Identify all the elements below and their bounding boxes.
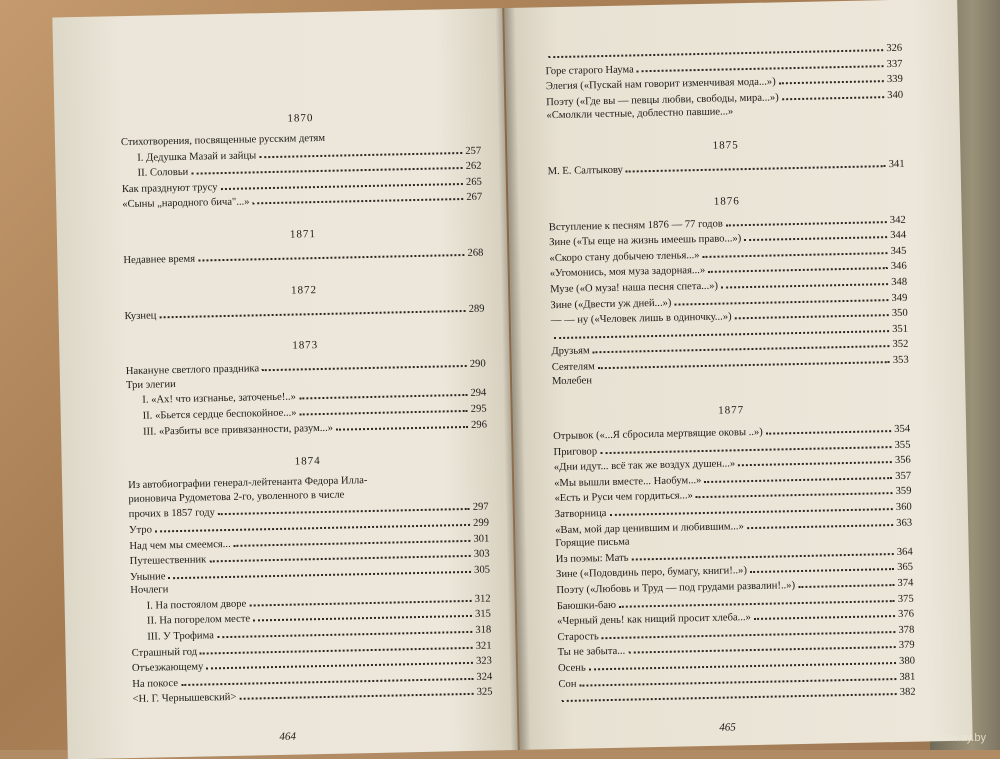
toc-entry-page: 375 <box>897 593 914 605</box>
toc-entry: Из автобиографии генерал-лейтенанта Федора Илла- <box>128 475 368 492</box>
dot-leader <box>262 356 467 371</box>
toc-entry-page: 352 <box>892 339 909 351</box>
toc-entry: Горящие письма <box>555 536 630 550</box>
toc-entry-title: Поэту («Любовь и Труд — под грудами развалин!..») <box>556 580 796 597</box>
toc-entry-page: 289 <box>468 303 485 315</box>
toc-entry-title: Старость <box>557 631 599 643</box>
toc-entry-page: 363 <box>896 517 913 529</box>
toc-entry-page: 351 <box>892 323 909 335</box>
dot-leader <box>336 416 468 430</box>
toc-entry-page: 354 <box>894 423 911 436</box>
toc-entry-title: «Сыны „народного бича"...» <box>122 196 250 211</box>
dot-leader <box>747 515 894 529</box>
dot-leader <box>198 245 465 262</box>
toc-entry: Стихотворения, посвященные русским детям <box>120 132 326 149</box>
year-heading: 1873 <box>292 339 319 352</box>
toc-entry-page: 374 <box>897 577 914 590</box>
toc-entry-page: 381 <box>899 671 916 683</box>
year-heading: 1872 <box>290 283 318 297</box>
toc-entry-page: 312 <box>474 593 491 605</box>
toc-entry-page: 353 <box>892 354 909 366</box>
toc-entry-title: Музе («О муза! наша песня спета...») <box>550 280 719 296</box>
toc-entry-title: Из поэмы: Мать <box>555 552 629 565</box>
toc-entry-title: «Вам, мой дар ценившим и любившим...» <box>555 520 744 536</box>
toc-entry-page: 364 <box>896 546 913 558</box>
toc-entry-title: II. Соловьи <box>137 166 189 179</box>
right-page <box>504 0 972 750</box>
toc-entry-title: Утро <box>128 524 153 536</box>
toc-entry-page: 359 <box>895 486 912 498</box>
toc-entry-page: 345 <box>890 245 907 257</box>
dot-leader <box>766 421 892 435</box>
toc-entry-title: Осень <box>557 662 586 675</box>
toc-entry-title: Отрывок («...Я сбросила мертвящие оковы ..») <box>553 426 763 443</box>
toc-entry-page: 303 <box>473 548 490 560</box>
toc-entry-title: Зине («Двести уж дней...») <box>550 297 672 311</box>
page-number-left: 464 <box>279 730 297 743</box>
dot-leader <box>754 606 895 620</box>
toc-entry-page: 297 <box>472 501 489 514</box>
toc-entry-title: I. Дедушка Мазай и зайцы <box>137 149 257 164</box>
year-heading: 1870 <box>287 112 314 125</box>
page-number-right: 465 <box>719 721 736 734</box>
toc-entry-page: 323 <box>475 655 493 668</box>
toc-entry-page: 357 <box>895 470 912 482</box>
toc-entry: Три элегии <box>125 378 176 391</box>
left-page <box>52 8 517 759</box>
year-heading: 1871 <box>289 228 317 241</box>
toc-entry-page: 326 <box>886 42 903 55</box>
toc-entry-title: II. На погорелом месте <box>146 614 251 628</box>
toc-entry-title: Элегия («Пускай нам говорит изменчивая мода...») <box>545 76 776 93</box>
toc-entry-title: Зине («Подовдинь перо, бумагу, книги!..») <box>556 565 748 581</box>
toc-entry-title: прочих в 1857 году <box>128 507 216 521</box>
toc-entry-page: 350 <box>891 307 908 320</box>
toc-entry-page: 344 <box>890 229 907 242</box>
toc-entry-page: 341 <box>888 158 905 171</box>
toc-entry-title: — — ну («Человек лишь в одиночку...») <box>550 311 732 327</box>
dot-leader <box>734 305 888 319</box>
toc-entry-title: Затворница <box>554 508 607 521</box>
toc-entry-title: «Дни идут... всё так же воздух душен...» <box>553 458 736 474</box>
toc-entry-title: «Черный день! как нищий просит хлеба...» <box>556 612 751 628</box>
toc-entry-page: 348 <box>891 276 908 288</box>
toc-entry-page: 295 <box>470 403 487 415</box>
dot-leader <box>548 40 883 58</box>
toc-entry-title: Недавнее время <box>123 253 196 267</box>
toc-entry-page: 305 <box>473 564 491 576</box>
toc-entry-title: Друзьям <box>551 345 590 358</box>
toc-entry-page: 346 <box>890 261 907 273</box>
toc-entry-page: 365 <box>897 562 914 574</box>
toc-entry-page: 294 <box>470 387 487 400</box>
toc-entry-title: Путешественник <box>129 554 207 568</box>
toc-entry-page: 267 <box>466 191 483 204</box>
year-heading: 1875 <box>712 139 739 152</box>
dot-leader <box>159 301 465 318</box>
toc-entry-title: Уныние <box>129 570 166 583</box>
dot-leader <box>744 227 887 241</box>
toc-entry-page: 382 <box>899 686 916 699</box>
toc-entry-page: 321 <box>475 640 492 652</box>
toc-entry-page: 296 <box>470 419 488 431</box>
dot-leader <box>750 559 894 573</box>
toc-entry-title: <Н. Г. Чернышевский> <box>132 692 237 706</box>
toc-entry-title: III. «Разбиты все привязанности, разум...» <box>142 422 334 438</box>
toc-entry-title: Страшный год <box>131 646 198 659</box>
toc-entry: рионовича Рудометова 2-го, уволенного в числе <box>128 489 345 505</box>
toc-entry-title: I. «Ах! что изгнанье, заточенье!..» <box>142 391 297 407</box>
toc-entry-title: Сеятелям <box>551 361 595 374</box>
dot-leader <box>782 87 885 100</box>
dot-leader <box>299 401 467 416</box>
toc-entry-title: «Есть и Руси чем гордиться...» <box>554 490 693 505</box>
toc-entry-page: 301 <box>473 533 490 545</box>
dot-leader <box>626 156 886 172</box>
dot-leader <box>738 452 892 466</box>
toc-entry-title: Горе старого Наума <box>545 63 634 77</box>
toc-entry-page: 342 <box>889 214 906 226</box>
toc-entry-page: 355 <box>894 439 911 451</box>
dot-leader <box>726 212 887 226</box>
toc-entry-title: Ты не забыта... <box>557 646 626 659</box>
toc-entry-page: 268 <box>467 247 484 259</box>
toc-entry-title: Над чем мы смеемся... <box>129 538 231 552</box>
toc-entry-page: 337 <box>886 58 903 70</box>
toc-entry-page: 356 <box>894 454 911 467</box>
toc-entry-page: 380 <box>898 655 916 667</box>
toc-entry-title: Зине («Ты еще на жизнь имеешь право...») <box>549 233 742 249</box>
toc-entry-page: 379 <box>898 640 915 652</box>
toc-entry-page: 340 <box>887 89 904 101</box>
toc-entry-title: «Скоро стану добычею тленья...» <box>549 249 700 264</box>
toc-entry-title: Накануне светлого праздника <box>125 363 260 378</box>
toc-entry-title: Кузнец <box>124 310 157 322</box>
toc-entry-page: 339 <box>886 73 903 86</box>
toc-entry-page: 315 <box>474 608 492 621</box>
toc-entry-page: 265 <box>465 176 482 188</box>
toc-entry-title: I. На постоялом дворе <box>146 598 247 612</box>
toc-entry-page: 318 <box>475 624 492 636</box>
toc-entry-title: Как празднуют трусу <box>121 181 218 195</box>
toc-entry-page: 290 <box>469 358 486 371</box>
toc-entry-page: 257 <box>465 145 482 157</box>
toc-entry-title: Поэту («Где вы — певцы любви, свободы, мира...») <box>546 92 779 109</box>
toc-entry-page: 299 <box>473 517 490 529</box>
toc-entry-page: 324 <box>476 671 493 683</box>
toc-entry-title: Вступление к песням 1876 — 77 годов <box>548 218 723 233</box>
toc-entry-page: 376 <box>898 608 915 621</box>
toc-entry-title: На покосе <box>132 677 179 690</box>
toc-entry: Молебен <box>551 374 593 387</box>
dot-leader <box>721 274 888 288</box>
toc-entry-page: 325 <box>476 686 493 699</box>
toc-entry-title: Баюшки-баю <box>556 599 617 612</box>
toc-entry-title: II. «Бьется сердце беспокойное...» <box>142 407 297 422</box>
toc-entry-title: М. Е. Салтыкову <box>547 164 623 178</box>
watermark: www.ay.by <box>934 732 986 744</box>
dot-leader <box>779 71 884 84</box>
toc-entry-title: Отъезжающему <box>131 661 204 675</box>
toc-entry-title: III. У Трофима <box>147 630 214 643</box>
open-book <box>52 0 972 759</box>
year-heading: 1877 <box>718 404 745 417</box>
toc-entry-title: «Мы вышли вместе... Наобум...» <box>554 474 702 490</box>
toc-entry-page: 349 <box>891 292 908 304</box>
dot-leader <box>798 575 895 588</box>
dot-leader <box>708 258 888 273</box>
toc-entry-title: «Угомонись, моя муза задорная...» <box>549 265 706 280</box>
toc-entry: «Смолкли честные, доблестно павшие...» <box>546 106 734 122</box>
year-heading: 1874 <box>294 455 321 468</box>
dot-leader <box>299 385 468 400</box>
toc-entry-page: 360 <box>895 501 912 514</box>
year-heading: 1876 <box>713 194 740 208</box>
toc-entry: Ночлеги <box>130 584 169 597</box>
toc-entry-title: Сон <box>558 678 577 690</box>
toc-entry-page: 378 <box>898 624 915 636</box>
toc-entry-title: Приговор <box>553 445 598 458</box>
toc-entry-page: 262 <box>465 160 482 173</box>
